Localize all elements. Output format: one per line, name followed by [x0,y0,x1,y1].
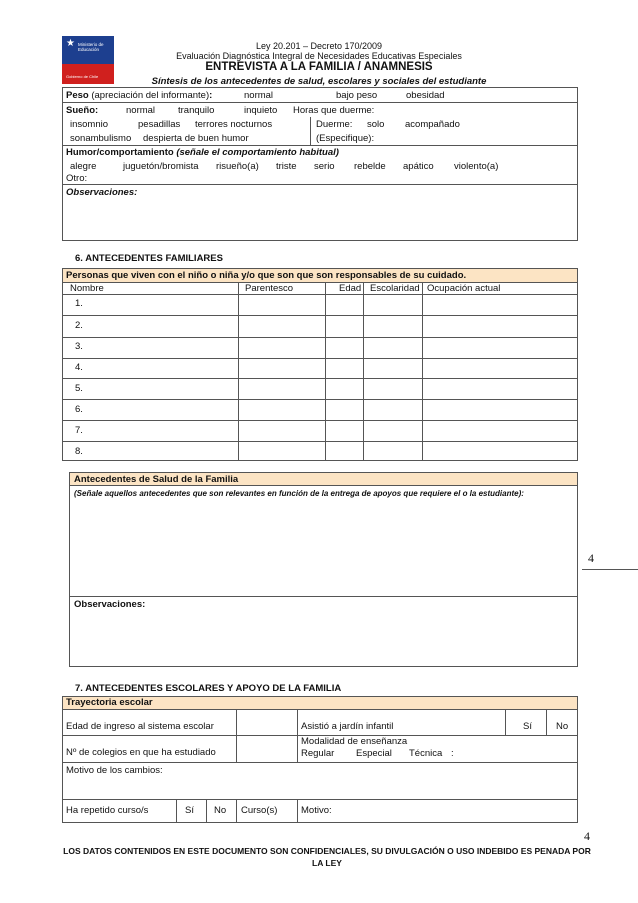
table-row[interactable]: 7. [75,425,83,436]
divider [62,184,578,185]
divider [505,709,506,735]
humor-option[interactable]: risueño(a) [216,161,259,172]
peso-option[interactable]: normal [244,90,274,101]
logo-text-ministry: Ministerio de Educación [78,42,104,52]
especifique-label: (Especifique): [316,133,375,144]
family-observaciones-field[interactable]: Observaciones: [74,599,146,610]
humor-option[interactable]: triste [276,161,297,172]
humor-option[interactable]: violento(a) [454,161,499,172]
jardin-si-option[interactable]: Sí [523,721,532,732]
motivo-field[interactable]: Motivo: [301,805,332,816]
humor-option[interactable]: apático [403,161,434,172]
family-health-box [69,472,578,667]
row-divider [62,315,578,316]
divider [582,569,638,570]
observaciones-field[interactable]: Observaciones: [66,187,138,198]
edad-ingreso-field[interactable]: Edad de ingreso al sistema escolar [66,721,214,732]
table-row[interactable]: 1. [75,298,83,309]
repetido-si-option[interactable]: Sí [185,805,194,816]
peso-hint: (apreciación del informante) [91,90,210,101]
section-7-title: 7. ANTECEDENTES ESCOLARES Y APOYO DE LA FAMILIA [75,683,342,694]
divider [62,294,578,295]
divider [62,709,578,710]
section-6-title: 6. ANTECEDENTES FAMILIARES [75,253,223,264]
repetido-label: Ha repetido curso/s [66,805,149,816]
divider [62,145,578,146]
column-header: Parentesco [245,283,294,294]
humor-row [66,147,339,158]
row-divider [62,358,578,359]
table-row[interactable]: 2. [75,320,83,331]
family-table [62,268,578,461]
sueno-option[interactable]: terrores nocturnos [195,119,273,130]
logo-text-gobierno: Gobierno de Chile [66,74,99,79]
sueno-option[interactable]: sonambulismo [70,133,132,144]
humor-option[interactable]: rebelde [354,161,386,172]
peso-label: Peso [66,90,89,101]
trayectoria-title: Trayectoria escolar [66,697,153,708]
divider [62,735,298,736]
divider [297,799,298,823]
table-row[interactable]: 6. [75,404,83,415]
divider [69,596,578,597]
divider [310,117,311,145]
humor-option[interactable]: alegre [70,161,97,172]
column-divider [363,282,364,461]
column-header: Nombre [70,283,104,294]
divider [206,799,207,823]
table-row[interactable]: 4. [75,362,83,373]
table-row[interactable]: 8. [75,446,83,457]
column-divider [238,282,239,461]
divider [62,282,578,283]
sueno-option[interactable]: insomnio [70,119,109,130]
peso-option[interactable]: obesidad [406,90,445,101]
modalidad-option[interactable]: Especial [356,748,392,759]
column-divider [325,282,326,461]
horas-label: Horas que duerme: [293,105,375,116]
row-divider [62,420,578,421]
page-number: 4 [584,829,590,843]
colegios-field[interactable]: Nº de colegios en que ha estudiado [66,747,216,758]
column-header: Edad [339,283,362,294]
peso-row: Peso (apreciación del informante): [66,90,213,101]
modalidad-option[interactable]: Regular [301,748,335,759]
confidentiality-footer: LOS DATOS CONTENIDOS EN ESTE DOCUMENTO SON CONFIDENCIALES, SU DIVULGACIÓN O USO INDEBIDO ES PENADA POR LA LEY [63,846,591,868]
sueno-label: Sueño: [66,105,99,116]
cursos-field[interactable]: Curso(s) [241,805,278,816]
jardin-label: Asistió a jardín infantil [301,721,394,732]
sueno-option[interactable]: normal [126,105,156,116]
page-number-side: 4 [588,551,594,565]
table-row[interactable]: 5. [75,383,83,394]
humor-option[interactable]: serio [314,161,335,172]
duerme-option[interactable]: acompañado [405,119,460,130]
divider [62,762,578,763]
divider [236,799,237,823]
humor-hint: (señale el comportamiento habitual) [176,147,339,158]
family-health-hint[interactable]: (Señale aquellos antecedentes que son relevantes en función de la entrega de apoyos que requiere el o la estudiante): [74,489,524,498]
sueno-option[interactable]: tranquilo [178,105,215,116]
divider [546,709,547,735]
sueno-option[interactable]: inquieto [244,105,278,116]
table-row[interactable]: 3. [75,341,83,352]
motivo-cambios-field[interactable]: Motivo de los cambios: [66,765,163,776]
divider [62,102,578,103]
divider [236,709,237,762]
repetido-no-option[interactable]: No [214,805,227,816]
column-divider [422,282,423,461]
modalidad-label: Modalidad de enseñanza [301,736,408,747]
humor-label: Humor/comportamiento [66,147,174,158]
document-subtitle: Síntesis de los antecedentes de salud, escolares y sociales del estudiante [151,76,487,87]
otro-field[interactable]: Otro: [66,173,88,184]
header-law: Ley 20.201 – Decreto 170/2009 [255,41,383,51]
divider [69,485,578,486]
document-title: ENTREVISTA A LA FAMILIA / ANAMNESIS [205,61,433,73]
duerme-option[interactable]: solo [367,119,385,130]
row-divider [62,441,578,442]
divider [62,799,578,800]
modalidad-colon: : [451,748,454,759]
jardin-no-option[interactable]: No [556,721,569,732]
peso-option[interactable]: bajo peso [336,90,378,101]
row-divider [62,399,578,400]
modalidad-option[interactable]: Técnica [409,748,443,759]
star-icon: ★ [66,38,75,49]
sueno-option[interactable]: pesadillas [138,119,181,130]
duerme-label: Duerme: [316,119,353,130]
column-header: Escolaridad [370,283,420,294]
family-health-title: Antecedentes de Salud de la Familia [74,474,239,485]
family-table-title: Personas que viven con el niño o niña y/o que son que son responsables de su cuidado. [66,270,467,281]
humor-option[interactable]: juguetón/bromista [123,161,199,172]
row-divider [62,337,578,338]
column-header: Ocupación actual [427,283,501,294]
header-evaluation: Evaluación Diagnóstica Integral de Necesidades Educativas Especiales [176,51,462,61]
divider [176,799,177,823]
sueno-option[interactable]: despierta de buen humor [143,133,249,144]
row-divider [62,378,578,379]
school-box [62,696,578,823]
